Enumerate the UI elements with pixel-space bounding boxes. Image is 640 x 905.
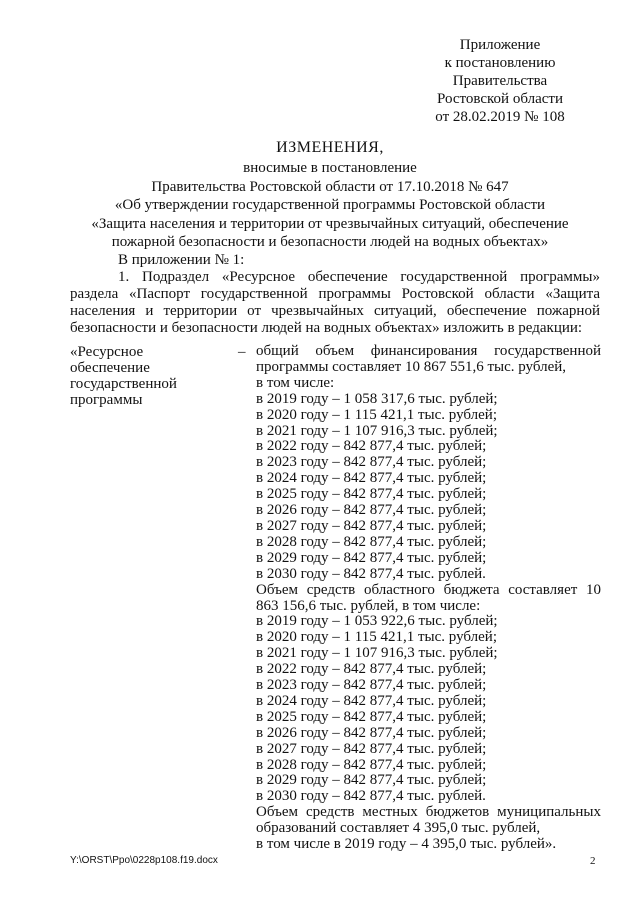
funding-line: в 2024 году – 842 877,4 тыс. рублей; bbox=[256, 692, 487, 709]
funding-line: в 2030 году – 842 877,4 тыс. рублей. bbox=[256, 788, 486, 805]
title-line: Правительства Ростовской области от 17.10.2018 № 647 bbox=[151, 178, 509, 195]
funding-line: в 2025 году – 842 877,4 тыс. рублей; bbox=[256, 486, 487, 503]
funding-line: в 2027 году – 842 877,4 тыс. рублей; bbox=[256, 517, 487, 534]
funding-line: в 2019 году – 1 053 922,6 тыс. рублей; bbox=[256, 613, 498, 630]
funding-line: в 2028 году – 842 877,4 тыс. рублей; bbox=[256, 533, 487, 550]
funding-line: в 2029 году – 842 877,4 тыс. рублей; bbox=[256, 772, 487, 789]
funding-line: в 2027 году – 842 877,4 тыс. рублей; bbox=[256, 740, 487, 757]
annex-header bbox=[400, 36, 600, 126]
funding-line: в 2025 году – 842 877,4 тыс. рублей; bbox=[256, 708, 487, 725]
funding-line: в 2026 году – 842 877,4 тыс. рублей; bbox=[256, 724, 487, 741]
funding-line: в 2028 году – 842 877,4 тыс. рублей; bbox=[256, 756, 487, 773]
funding-line: в 2020 году – 1 115 421,1 тыс. рублей; bbox=[256, 629, 497, 646]
funding-line: в 2023 году – 842 877,4 тыс. рублей; bbox=[256, 454, 487, 471]
funding-line: в 2026 году – 842 877,4 тыс. рублей; bbox=[256, 502, 487, 519]
item-1-paragraph: 1. Подраздел «Ресурсное обеспечение государственной программы» раздела «Паспорт государственной программы Ростовской области «Защита населения и территории от чрезвычайных ситуаций, обеспечение пожарной безопасности и безопасности людей на водных объектах» изложить в редакции: bbox=[70, 269, 600, 336]
annex-reference: В приложении № 1: bbox=[118, 252, 245, 268]
table-left-label: «Ресурсное обеспечение государственной программы bbox=[70, 344, 177, 408]
local-budget-total: Объем средств местных бюджетов муниципальных образований составляет 4 395,0 тыс. рублей, bbox=[256, 804, 601, 837]
title-line: пожарной безопасности и безопасности людей на водных объектах» bbox=[111, 234, 549, 250]
document-title bbox=[60, 137, 600, 252]
funding-line: в 2021 году – 1 107 916,3 тыс. рублей; bbox=[256, 422, 498, 439]
funding-line: в 2023 году – 842 877,4 тыс. рублей; bbox=[256, 677, 487, 694]
funding-line: в 2022 году – 842 877,4 тыс. рублей; bbox=[256, 661, 487, 678]
funding-line: в 2030 году – 842 877,4 тыс. рублей. bbox=[256, 565, 486, 582]
annex-line: Правительства bbox=[452, 73, 548, 89]
annex-line: от 28.02.2019 № 108 bbox=[435, 109, 565, 125]
funding-line: в 2021 году – 1 107 916,3 тыс. рублей; bbox=[256, 645, 498, 662]
funding-line: в том числе: bbox=[256, 374, 335, 391]
funding-line: в том числе в 2019 году – 4 395,0 тыс. рублей». bbox=[256, 836, 557, 853]
file-path: Y:\ORST\Ppo\0228p108.f19.docx bbox=[70, 855, 218, 866]
funding-total: общий объем финансирования государственной программы составляет 10 867 551,6 тыс. рублей, bbox=[256, 343, 601, 375]
title-line: «Об утверждении государственной программы Ростовской области bbox=[114, 197, 546, 213]
annex-line: Ростовской области bbox=[437, 91, 563, 107]
funding-line: в 2020 году – 1 115 421,1 тыс. рублей; bbox=[256, 406, 497, 423]
funding-line: в 2029 году – 842 877,4 тыс. рублей; bbox=[256, 549, 487, 566]
table-right-content bbox=[256, 344, 601, 853]
title-line: вносимые в постановление bbox=[243, 160, 417, 176]
annex-line: Приложение bbox=[459, 37, 541, 53]
title-main: ИЗМЕНЕНИЯ, bbox=[276, 139, 384, 156]
funding-line: в 2022 году – 842 877,4 тыс. рублей; bbox=[256, 438, 487, 455]
funding-line: в 2024 году – 842 877,4 тыс. рублей; bbox=[256, 470, 487, 487]
annex-line: к постановлению bbox=[444, 55, 556, 71]
funding-line: в 2019 году – 1 058 317,6 тыс. рублей; bbox=[256, 390, 498, 407]
page-number: 2 bbox=[590, 855, 596, 867]
title-line: «Защита населения и территории от чрезвычайных ситуаций, обеспечение bbox=[91, 215, 569, 232]
table-dash: – bbox=[238, 344, 246, 360]
regional-budget-total: Объем средств областного бюджета составляет 10 863 156,6 тыс. рублей, в том числе: bbox=[256, 581, 601, 614]
